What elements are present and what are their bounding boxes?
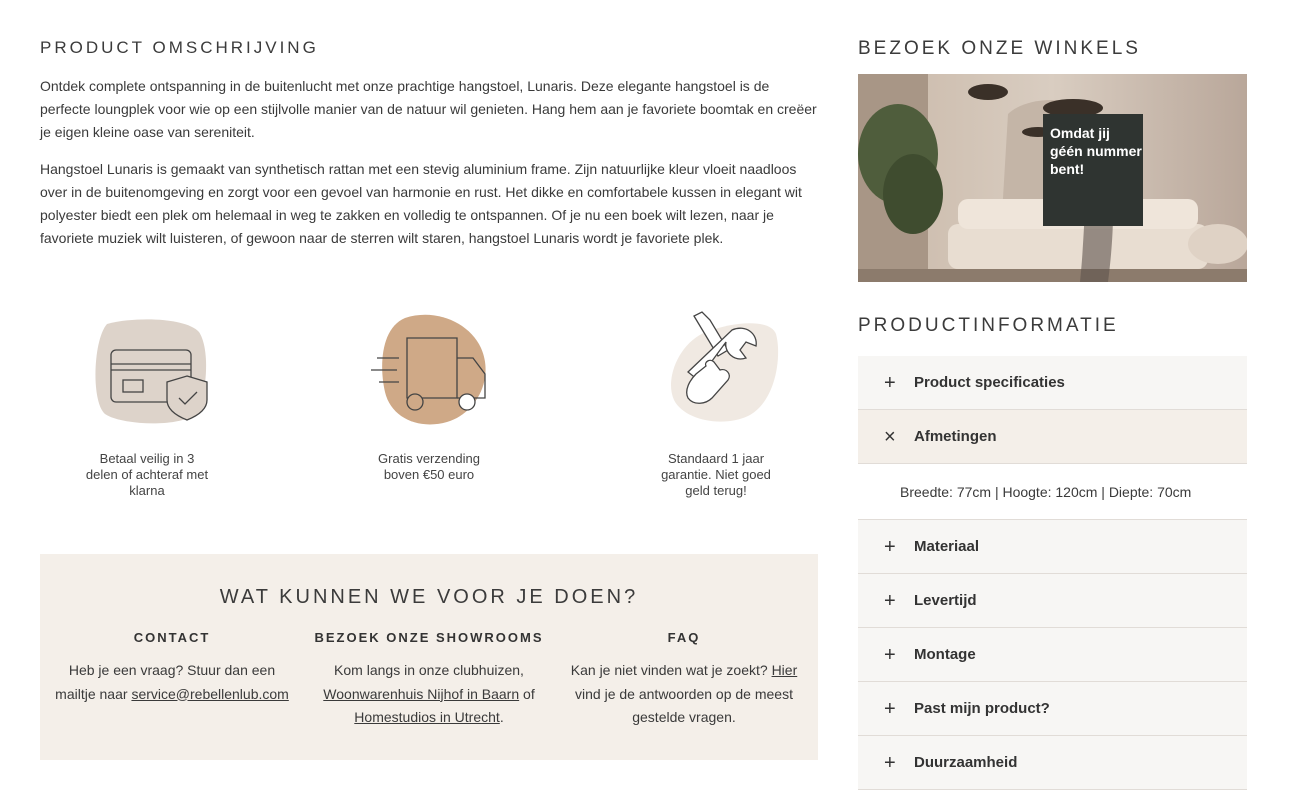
usp-text: Gratis verzending boven €50 euro xyxy=(378,451,480,482)
stores-title: BEZOEK ONZE WINKELS xyxy=(858,38,1141,59)
accordion-label: Montage xyxy=(914,646,976,663)
showrooms-text: Kom langs in onze clubhuizen, Woonwarenhuis Nijhof in Baarn of Homestudios in Utrecht. xyxy=(323,662,535,725)
accordion-dimensions[interactable] xyxy=(858,410,1247,464)
faq-column xyxy=(560,630,808,730)
plus-icon: + xyxy=(884,644,896,666)
accordion-sustainability[interactable] xyxy=(858,736,1247,790)
accordion-label: Past mijn product? xyxy=(914,700,1050,717)
usp-payment xyxy=(47,310,247,499)
nijhof-link[interactable]: Woonwarenhuis Nijhof in Baarn xyxy=(323,685,520,702)
contact-heading: CONTACT xyxy=(133,630,211,645)
tools-icon xyxy=(636,310,796,430)
help-panel xyxy=(40,554,818,760)
usp-row xyxy=(40,310,818,510)
contact-email-link[interactable]: service@rebellenlub.com xyxy=(131,685,289,702)
showrooms-heading: BEZOEK ONZE SHOWROOMS xyxy=(314,630,544,645)
plus-icon: + xyxy=(884,698,896,720)
usp-text: Standaard 1 jaar garantie. Niet goed geld terug! xyxy=(661,451,771,498)
showrooms-column xyxy=(305,630,553,730)
description-paragraph: Ontdek complete ontspanning in de buitenlucht met onze prachtige hangstoel, Lunaris. Deze elegante hangstoel is de perfecte loungplek voor wie op een stijlvolle manier van de natuur wil genieten. Hang hem aan je favoriete boomtak en creëer je eigen kleine oase van sereniteit. xyxy=(40,78,817,140)
accordion-label: Product specificaties xyxy=(914,374,1065,391)
dimensions-content: Breedte: 77cm | Hoogte: 120cm | Diepte: 70cm xyxy=(858,464,1247,520)
accordion-fit-check[interactable] xyxy=(858,682,1247,736)
plus-icon: + xyxy=(884,536,896,558)
accordion-material[interactable] xyxy=(858,520,1247,574)
accordion-label: Afmetingen xyxy=(914,428,997,445)
plus-icon: + xyxy=(884,752,896,774)
accordion-assembly[interactable] xyxy=(858,628,1247,682)
accordion-label: Materiaal xyxy=(914,538,980,555)
description-paragraph: Hangstoel Lunaris is gemaakt van synthetisch rattan met een stevig aluminium frame. Zijn natuurlijke kleur vloeit naadloos over in de buitenomgeving en zorgt voor een gevoel van harmonie en rust. Het dikke en comfortabele kussen in elegant wit polyester biedt een plek om helemaal in weg te zakken en volledig te ontspannen. Of je nu een boek wilt lezen, naar je favoriete muziek wilt luisteren, of gewoon naar de sterren wilt staren, hangstoel Lunaris wordt je favoriete plek. xyxy=(40,161,802,246)
usp-shipping xyxy=(329,310,529,483)
usp-warranty xyxy=(616,310,816,499)
accordion-delivery-time[interactable] xyxy=(858,574,1247,628)
credit-card-shield-icon xyxy=(67,310,227,430)
faq-link[interactable]: Hier xyxy=(771,662,798,678)
help-title: WAT KUNNEN WE VOOR JE DOEN? xyxy=(219,586,639,608)
delivery-truck-icon xyxy=(349,310,509,430)
faq-text: Kan je niet vinden wat je zoekt? Hier vind je de antwoorden op de meest gestelde vragen. xyxy=(570,662,798,725)
homestudios-link[interactable]: Homestudios in Utrecht xyxy=(354,709,500,725)
product-info-title: PRODUCTINFORMATIE xyxy=(858,315,1119,336)
description-title: PRODUCT OMSCHRIJVING xyxy=(40,38,319,57)
accordion-label: Duurzaamheid xyxy=(914,754,1018,771)
faq-heading: FAQ xyxy=(667,630,701,645)
product-description xyxy=(40,75,820,264)
plus-icon: + xyxy=(884,372,896,394)
accordion-product-specifications[interactable] xyxy=(858,356,1247,410)
product-info-accordion xyxy=(858,356,1247,790)
store-sign: Omdat jij géén nummer bent! xyxy=(1043,114,1143,226)
contact-column xyxy=(48,630,296,706)
plus-icon: + xyxy=(884,590,896,612)
contact-text: Heb je een vraag? Stuur dan een mailtje naar service@rebellenlub.com xyxy=(55,662,289,702)
store-photo[interactable] xyxy=(858,74,1247,282)
accordion-label: Levertijd xyxy=(914,592,977,609)
close-icon: × xyxy=(884,426,896,448)
usp-text: Betaal veilig in 3 delen of achteraf met klarna xyxy=(85,451,209,498)
